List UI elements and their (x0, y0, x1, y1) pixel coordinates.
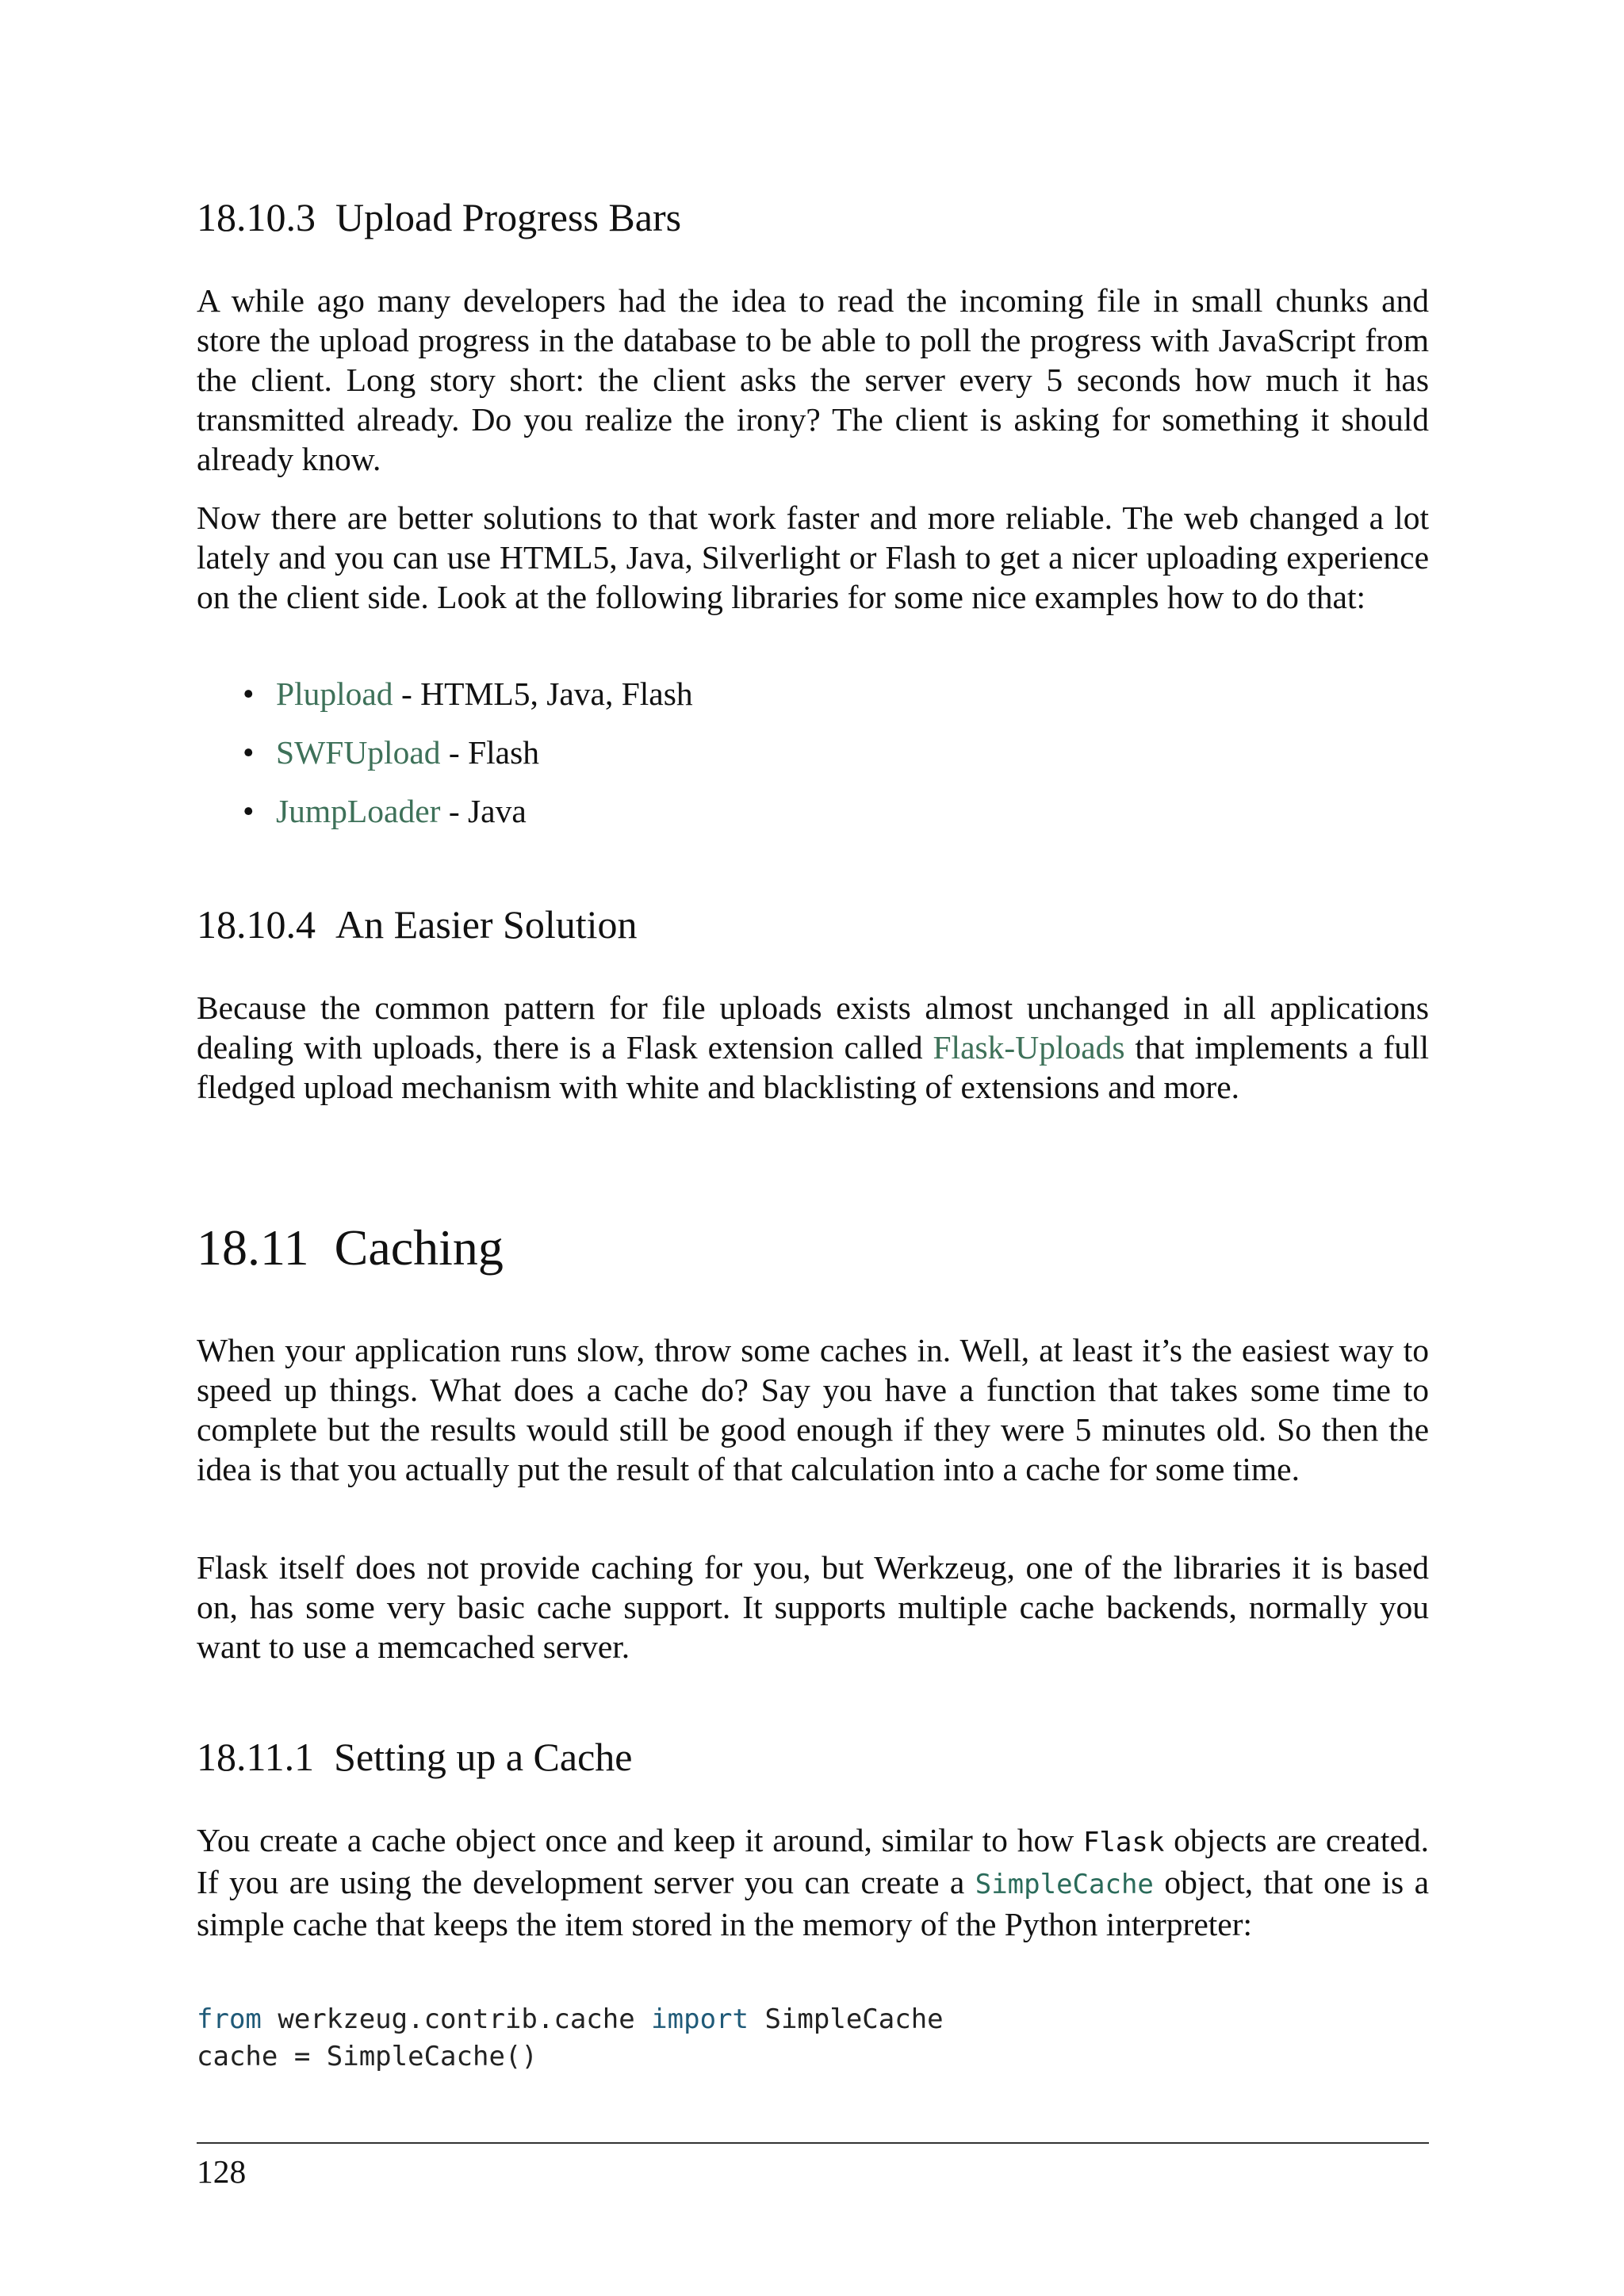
code-block (197, 2001, 944, 2076)
simplecache-link[interactable]: SimpleCache (975, 1869, 1154, 1900)
bullet: • (243, 675, 255, 712)
code-keyword: from (197, 2003, 262, 2035)
section-title: An Easier Solution (335, 902, 638, 947)
flask-uploads-link[interactable]: Flask-Uploads (933, 1029, 1125, 1066)
library-description: - Java (440, 793, 527, 829)
jumploader-link[interactable]: JumpLoader (276, 793, 441, 829)
text-run: You create a cache object once and keep it around, similar to how (197, 1822, 1083, 1858)
inline-code-flask: Flask (1082, 1827, 1165, 1858)
paragraph-create-cache (197, 1820, 1429, 1944)
section-number: 18.11.1 (197, 1735, 315, 1779)
document-page (197, 0, 1429, 2296)
bullet: • (243, 793, 255, 829)
footer-rule (197, 2142, 1429, 2144)
section-heading-upload-progress (197, 193, 681, 241)
text-run: that implements a full fledged upload mechanism with white and blacklisting of extensions and more. (197, 1029, 1430, 1105)
code-line: cache = SimpleCache() (197, 2041, 538, 2072)
section-heading-easier-solution (197, 901, 638, 948)
section-number: 18.11 (197, 1219, 309, 1276)
page-number: 128 (197, 2153, 247, 2190)
text-run: object, that one is a simple cache that keeps the item stored in the memory of the Python interpreter: (197, 1864, 1429, 1942)
code-name: SimpleCache (749, 2003, 944, 2035)
text-run: Because the common pattern for file uploads exists almost unchanged in all applications dealing with uploads, there is a Flask extension called (197, 989, 1429, 1066)
list-item (197, 733, 693, 791)
code-keyword: import (651, 2003, 749, 2035)
library-list (197, 674, 693, 850)
bullet: • (243, 734, 255, 771)
library-description: - HTML5, Java, Flash (393, 675, 693, 712)
section-title: Upload Progress Bars (335, 195, 682, 239)
swfupload-link[interactable]: SWFUpload (276, 734, 441, 771)
section-title: Setting up a Cache (334, 1735, 633, 1779)
paragraph-easier-solution (197, 988, 1429, 1107)
section-number: 18.10.3 (197, 195, 316, 239)
code-module: werkzeug.contrib.cache (261, 2003, 652, 2035)
section-title: Caching (334, 1219, 504, 1276)
paragraph-upload-progress-intro: A while ago many developers had the idea to read the incoming file in small chunks and store the upload progress in the database to be able to poll the progress with JavaScript from the client. Long story short: the client asks the server every 5 seconds how much it has transmitted already. Do you realize the irony? The client is asking for something it should already know. (197, 282, 1429, 477)
paragraph-caching-intro: When your application runs slow, throw some caches in. Well, at least it’s the easiest way to speed up things. What does a cache do? Say you have a function that takes some time to complete but the results would still be good enough if they were 5 minutes old. So then the idea is that you actually put the result of that calculation into a cache for some time. (197, 1332, 1429, 1487)
library-description: - Flash (440, 734, 539, 771)
chapter-heading-caching (197, 1218, 504, 1278)
list-item (197, 674, 693, 733)
paragraph-better-solutions: Now there are better solutions to that work faster and more reliable. The web changed a lot lately and you can use HTML5, Java, Silverlight or Flash to get a nicer uploading experience on the client side. Look at the following libraries for some nice examples how to do that: (197, 499, 1429, 615)
plupload-link[interactable]: Plupload (276, 675, 393, 712)
list-item (197, 791, 693, 850)
section-heading-setting-up-cache (197, 1733, 632, 1781)
paragraph-werkzeug-cache: Flask itself does not provide caching for you, but Werkzeug, one of the libraries it is based on, has some very basic cache support. It supports multiple cache backends, normally you want to use a memcached server. (197, 1549, 1429, 1665)
section-number: 18.10.4 (197, 902, 316, 947)
text-run: objects are created. If you are using the development server you can create a (197, 1822, 1429, 1900)
